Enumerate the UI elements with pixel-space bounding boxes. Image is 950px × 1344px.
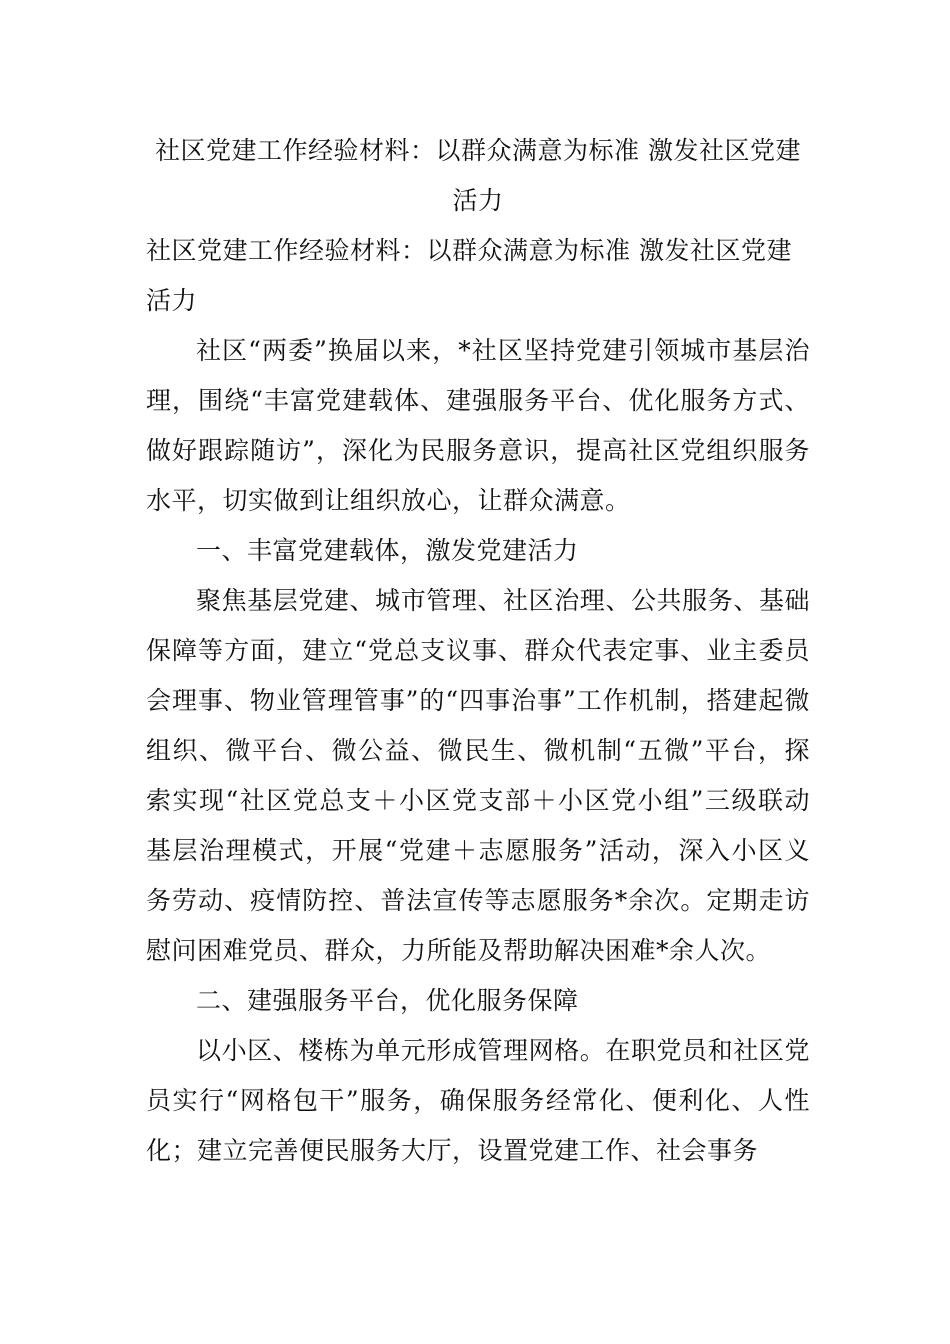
- document-title: 社区党建工作经验材料：以群众满意为标准 激发社区党建活力: [155, 136, 801, 215]
- document-page: [146, 126, 810, 1176]
- section-1-heading: 一、丰富党建载体，激发党建活力: [196, 536, 579, 565]
- intro-paragraph: 社区“两委”换届以来，*社区坚持党建引领城市基层治理，围绕“丰富党建载体、建强服务平台、优化服务方式、做好跟踪随访”，深化为民服务意识，提高社区党组织服务水平，切实做到让组织放心，让群众满意。: [146, 336, 810, 515]
- document-title-repeat: 社区党建工作经验材料：以群众满意为标准 激发社区党建活力: [146, 236, 792, 315]
- section-1-paragraph: 聚焦基层党建、城市管理、社区治理、公共服务、基础保障等方面，建立“党总支议事、群众代表定事、业主委员会理事、物业管理管事”的“四事治事”工作机制，搭建起微组织、微平台、微公益、微民生、微机制“五微”平台，探索实现“社区党总支＋小区党支部＋小区党小组”三级联动基层治理模式，开展“党建＋志愿服务”活动，深入小区义务劳动、疫情防控、普法宣传等志愿服务*余次。定期走访慰问困难党员、群众，力所能及帮助解决困难*余人次。: [146, 586, 810, 965]
- section-2-heading: 二、建强服务平台，优化服务保障: [196, 986, 579, 1015]
- section-2-paragraph: 以小区、楼栋为单元形成管理网格。在职党员和社区党员实行“网格包干”服务，确保服务经常化、便利化、人性化；建立完善便民服务大厅，设置党建工作、社会事务: [146, 1036, 810, 1165]
